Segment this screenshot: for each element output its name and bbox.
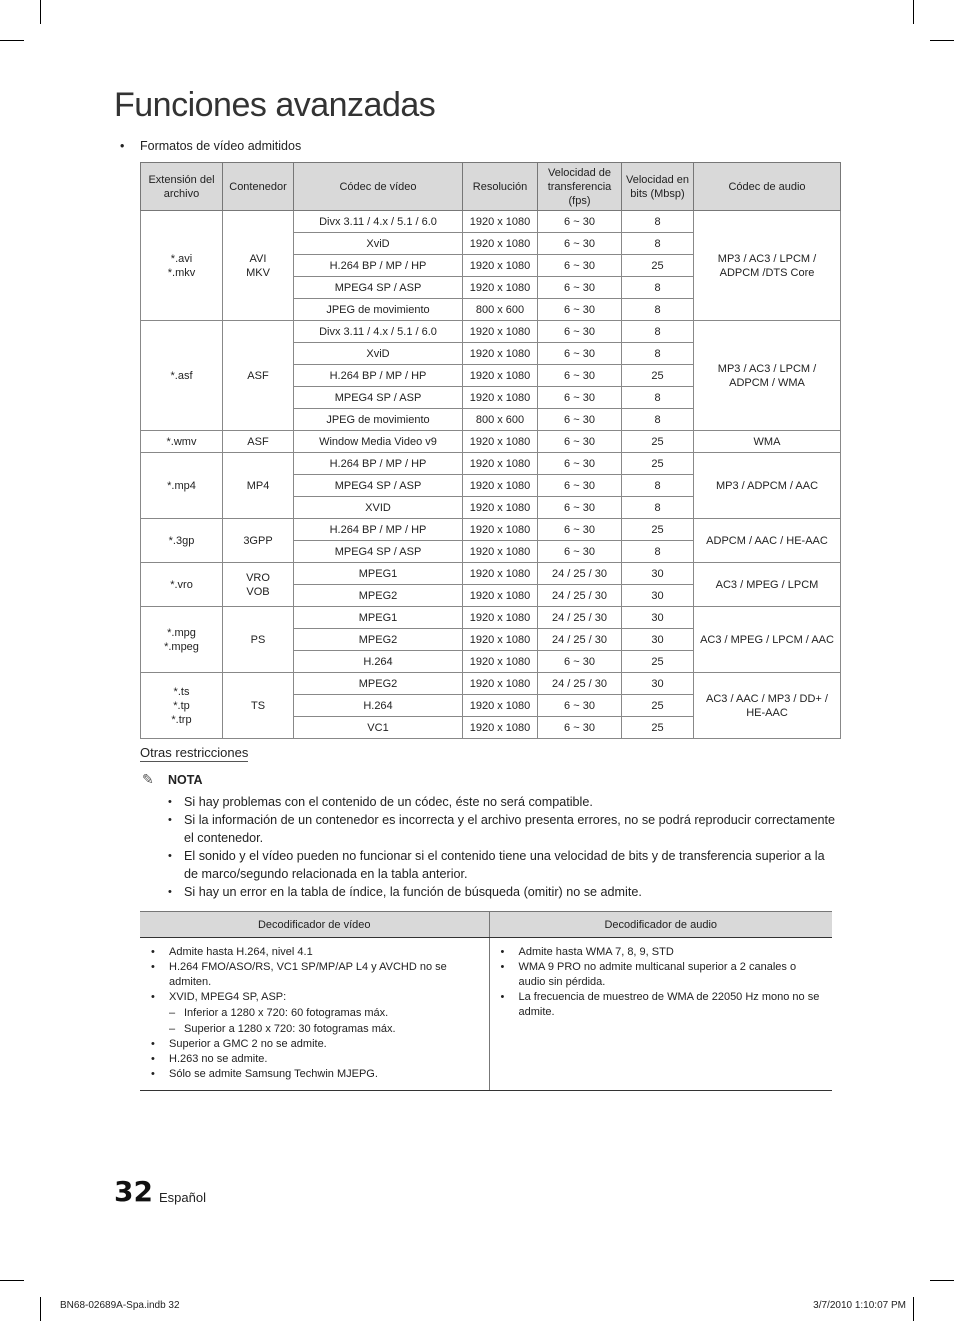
resolution-cell: 1920 x 1080 <box>463 321 538 343</box>
decoders-row <box>140 938 832 1091</box>
header-resolution: Resolución <box>463 163 538 211</box>
frame-rate-cell: 6 ~ 30 <box>538 255 622 277</box>
frame-rate-cell: 6 ~ 30 <box>538 717 622 739</box>
table-row <box>141 453 841 475</box>
resolution-cell: 1920 x 1080 <box>463 519 538 541</box>
audio-decoder-cell <box>489 938 832 1091</box>
extension-cell: *.vro <box>141 563 223 607</box>
resolution-cell: 1920 x 1080 <box>463 717 538 739</box>
frame-rate-cell: 6 ~ 30 <box>538 321 622 343</box>
video-codec-cell: MPEG4 SP / ASP <box>294 475 463 497</box>
resolution-cell: 1920 x 1080 <box>463 585 538 607</box>
crop-mark <box>0 40 24 41</box>
decoder-sub-item: – Superior a 1280 x 720: 30 fotogramas máx. <box>148 1021 481 1037</box>
audio-codec-cell: ADPCM / AAC / HE-AAC <box>694 519 841 563</box>
extension-cell: *.mpg *.mpeg <box>141 607 223 673</box>
resolution-cell: 1920 x 1080 <box>463 453 538 475</box>
container-cell: PS <box>223 607 294 673</box>
note-label: NOTA <box>168 773 203 787</box>
frame-rate-cell: 6 ~ 30 <box>538 431 622 453</box>
bit-rate-cell: 25 <box>622 453 694 475</box>
container-cell: 3GPP <box>223 519 294 563</box>
decoder-item: • H.263 no se admite. <box>148 1052 481 1067</box>
video-codec-cell: H.264 BP / MP / HP <box>294 519 463 541</box>
header-audio-codec: Códec de audio <box>694 163 841 211</box>
video-codec-cell: MPEG2 <box>294 585 463 607</box>
restrictions-title: Otras restricciones <box>140 745 249 760</box>
bit-rate-cell: 25 <box>622 717 694 739</box>
bit-rate-cell: 8 <box>622 233 694 255</box>
video-codec-cell: H.264 <box>294 651 463 673</box>
frame-rate-cell: 6 ~ 30 <box>538 343 622 365</box>
video-codec-cell: MPEG2 <box>294 673 463 695</box>
table-row <box>141 673 841 695</box>
video-codec-cell: H.264 BP / MP / HP <box>294 365 463 387</box>
video-codec-cell: XviD <box>294 343 463 365</box>
video-codec-cell: MPEG1 <box>294 607 463 629</box>
container-cell: MP4 <box>223 453 294 519</box>
frame-rate-cell: 6 ~ 30 <box>538 453 622 475</box>
resolution-cell: 1920 x 1080 <box>463 607 538 629</box>
crop-mark <box>0 1280 24 1281</box>
bit-rate-cell: 8 <box>622 409 694 431</box>
video-codec-cell: Divx 3.11 / 4.x / 5.1 / 6.0 <box>294 211 463 233</box>
page-title: Funciones avanzadas <box>114 86 436 124</box>
note-item: • Si hay un error en la tabla de índice, la función de búsqueda (omitir) no se admite. <box>168 883 840 901</box>
header-video-codec: Códec de vídeo <box>294 163 463 211</box>
extension-cell: *.asf <box>141 321 223 431</box>
audio-codec-cell: AC3 / AAC / MP3 / DD+ / HE-AAC <box>694 673 841 739</box>
decoder-item: • Admite hasta WMA 7, 8, 9, STD <box>498 945 825 960</box>
decoders-header-row <box>140 912 832 938</box>
video-codec-cell: XVID <box>294 497 463 519</box>
video-codec-cell: Window Media Video v9 <box>294 431 463 453</box>
frame-rate-cell: 24 / 25 / 30 <box>538 585 622 607</box>
video-codec-cell: JPEG de movimiento <box>294 299 463 321</box>
crop-mark <box>930 1280 954 1281</box>
formats-table-body <box>141 211 841 739</box>
bit-rate-cell: 25 <box>622 651 694 673</box>
frame-rate-cell: 6 ~ 30 <box>538 233 622 255</box>
video-codec-cell: Divx 3.11 / 4.x / 5.1 / 6.0 <box>294 321 463 343</box>
bit-rate-cell: 25 <box>622 695 694 717</box>
audio-codec-cell: MP3 / ADPCM / AAC <box>694 453 841 519</box>
bullet-icon: • <box>120 139 125 153</box>
intro-bullet <box>120 139 301 153</box>
decoder-item: • Superior a GMC 2 no se admite. <box>148 1037 481 1052</box>
resolution-cell: 1920 x 1080 <box>463 563 538 585</box>
container-cell: AVI MKV <box>223 211 294 321</box>
video-codec-cell: MPEG1 <box>294 563 463 585</box>
frame-rate-cell: 6 ~ 30 <box>538 299 622 321</box>
header-extension: Extensión del archivo <box>141 163 223 211</box>
frame-rate-cell: 6 ~ 30 <box>538 387 622 409</box>
video-codec-cell: MPEG2 <box>294 629 463 651</box>
resolution-cell: 1920 x 1080 <box>463 497 538 519</box>
decoder-item: • Admite hasta H.264, nivel 4.1 <box>148 945 481 960</box>
video-codec-cell: XviD <box>294 233 463 255</box>
table-row <box>141 563 841 585</box>
frame-rate-cell: 6 ~ 30 <box>538 519 622 541</box>
resolution-cell: 1920 x 1080 <box>463 211 538 233</box>
video-decoder-header: Decodificador de vídeo <box>140 912 489 938</box>
bit-rate-cell: 25 <box>622 519 694 541</box>
bit-rate-cell: 8 <box>622 321 694 343</box>
footer-file: BN68-02689A-Spa.indb 32 <box>60 1300 180 1311</box>
resolution-cell: 1920 x 1080 <box>463 651 538 673</box>
table-row <box>141 211 841 233</box>
audio-codec-cell: MP3 / AC3 / LPCM / ADPCM /DTS Core <box>694 211 841 321</box>
decoder-item: • La frecuencia de muestreo de WMA de 22050 Hz mono no se admite. <box>498 990 825 1020</box>
frame-rate-cell: 6 ~ 30 <box>538 211 622 233</box>
video-decoder-list <box>148 945 481 1082</box>
note-item: • Si hay problemas con el contenido de un códec, éste no será compatible. <box>168 793 840 811</box>
bit-rate-cell: 8 <box>622 277 694 299</box>
bit-rate-cell: 8 <box>622 475 694 497</box>
frame-rate-cell: 6 ~ 30 <box>538 475 622 497</box>
resolution-cell: 1920 x 1080 <box>463 277 538 299</box>
frame-rate-cell: 6 ~ 30 <box>538 409 622 431</box>
video-codec-cell: MPEG4 SP / ASP <box>294 541 463 563</box>
footer-date: 3/7/2010 1:10:07 PM <box>813 1300 906 1311</box>
bit-rate-cell: 25 <box>622 431 694 453</box>
decoder-item: • XVID, MPEG4 SP, ASP: <box>148 990 481 1005</box>
frame-rate-cell: 6 ~ 30 <box>538 651 622 673</box>
audio-decoder-list <box>498 945 825 1020</box>
crop-mark <box>913 1297 914 1321</box>
extension-cell: *.avi *.mkv <box>141 211 223 321</box>
pencil-note-icon: ✎ <box>142 771 154 787</box>
resolution-cell: 1920 x 1080 <box>463 629 538 651</box>
decoder-item: • Sólo se admite Samsung Techwin MJEPG. <box>148 1067 481 1082</box>
bit-rate-cell: 8 <box>622 211 694 233</box>
resolution-cell: 1920 x 1080 <box>463 255 538 277</box>
frame-rate-cell: 6 ~ 30 <box>538 277 622 299</box>
header-container: Contenedor <box>223 163 294 211</box>
decoder-sub-item: – Inferior a 1280 x 720: 60 fotogramas máx. <box>148 1005 481 1021</box>
table-row <box>141 519 841 541</box>
decoder-item: • H.264 FMO/ASO/RS, VC1 SP/MP/AP L4 y AVCHD no se admiten. <box>148 960 481 990</box>
video-codec-cell: H.264 <box>294 695 463 717</box>
resolution-cell: 1920 x 1080 <box>463 343 538 365</box>
frame-rate-cell: 24 / 25 / 30 <box>538 607 622 629</box>
container-cell: TS <box>223 673 294 739</box>
note-item: • Si la información de un contenedor es incorrecta y el archivo presenta errores, no se podrá reproducir correctamente el contenedor. <box>168 811 840 847</box>
resolution-cell: 1920 x 1080 <box>463 365 538 387</box>
bit-rate-cell: 25 <box>622 255 694 277</box>
crop-mark <box>913 0 914 24</box>
audio-codec-cell: AC3 / MPEG / LPCM / AAC <box>694 607 841 673</box>
bit-rate-cell: 8 <box>622 541 694 563</box>
audio-codec-cell: MP3 / AC3 / LPCM / ADPCM / WMA <box>694 321 841 431</box>
video-codec-cell: H.264 BP / MP / HP <box>294 255 463 277</box>
note-item: • El sonido y el vídeo pueden no funcionar si el contenido tiene una velocidad de bits y de transferencia superior a la de marco/segundo relacionada en la tabla anterior. <box>168 847 840 883</box>
resolution-cell: 1920 x 1080 <box>463 475 538 497</box>
header-bit-rate: Velocidad en bits (Mbsp) <box>622 163 694 211</box>
decoders-table <box>140 911 832 1091</box>
page-language: Español <box>159 1190 206 1205</box>
note-heading <box>142 771 203 788</box>
audio-decoder-header: Decodificador de audio <box>489 912 832 938</box>
bit-rate-cell: 25 <box>622 365 694 387</box>
table-row <box>141 321 841 343</box>
crop-mark <box>40 1297 41 1321</box>
frame-rate-cell: 6 ~ 30 <box>538 365 622 387</box>
extension-cell: *.wmv <box>141 431 223 453</box>
video-codec-cell: MPEG4 SP / ASP <box>294 277 463 299</box>
bit-rate-cell: 8 <box>622 387 694 409</box>
resolution-cell: 1920 x 1080 <box>463 695 538 717</box>
extension-cell: *.mp4 <box>141 453 223 519</box>
video-codec-cell: MPEG4 SP / ASP <box>294 387 463 409</box>
bit-rate-cell: 8 <box>622 299 694 321</box>
frame-rate-cell: 24 / 25 / 30 <box>538 629 622 651</box>
frame-rate-cell: 24 / 25 / 30 <box>538 673 622 695</box>
extension-cell: *.3gp <box>141 519 223 563</box>
page-number: 32 <box>114 1175 153 1208</box>
table-header-row <box>141 163 841 211</box>
bit-rate-cell: 8 <box>622 343 694 365</box>
bit-rate-cell: 30 <box>622 563 694 585</box>
container-cell: ASF <box>223 431 294 453</box>
crop-mark <box>40 0 41 24</box>
video-codec-cell: VC1 <box>294 717 463 739</box>
container-cell: ASF <box>223 321 294 431</box>
header-frame-rate: Velocidad de transferencia (fps) <box>538 163 622 211</box>
video-codec-cell: JPEG de movimiento <box>294 409 463 431</box>
resolution-cell: 800 x 600 <box>463 299 538 321</box>
table-row <box>141 607 841 629</box>
bit-rate-cell: 8 <box>622 497 694 519</box>
resolution-cell: 1920 x 1080 <box>463 431 538 453</box>
frame-rate-cell: 24 / 25 / 30 <box>538 563 622 585</box>
resolution-cell: 1920 x 1080 <box>463 673 538 695</box>
bit-rate-cell: 30 <box>622 629 694 651</box>
resolution-cell: 1920 x 1080 <box>463 541 538 563</box>
bit-rate-cell: 30 <box>622 673 694 695</box>
resolution-cell: 1920 x 1080 <box>463 387 538 409</box>
crop-mark <box>930 40 954 41</box>
video-codec-cell: H.264 BP / MP / HP <box>294 453 463 475</box>
audio-codec-cell: WMA <box>694 431 841 453</box>
resolution-cell: 800 x 600 <box>463 409 538 431</box>
table-row <box>141 431 841 453</box>
resolution-cell: 1920 x 1080 <box>463 233 538 255</box>
bit-rate-cell: 30 <box>622 585 694 607</box>
audio-codec-cell: AC3 / MPEG / LPCM <box>694 563 841 607</box>
video-decoder-cell <box>140 938 489 1091</box>
video-formats-table <box>140 162 841 739</box>
intro-bullet-text: Formatos de vídeo admitidos <box>140 139 302 153</box>
frame-rate-cell: 6 ~ 30 <box>538 695 622 717</box>
container-cell: VRO VOB <box>223 563 294 607</box>
notes-list <box>168 793 840 901</box>
extension-cell: *.ts *.tp *.trp <box>141 673 223 739</box>
bit-rate-cell: 30 <box>622 607 694 629</box>
frame-rate-cell: 6 ~ 30 <box>538 497 622 519</box>
decoder-item: • WMA 9 PRO no admite multicanal superior a 2 canales o audio sin pérdida. <box>498 960 825 990</box>
frame-rate-cell: 6 ~ 30 <box>538 541 622 563</box>
